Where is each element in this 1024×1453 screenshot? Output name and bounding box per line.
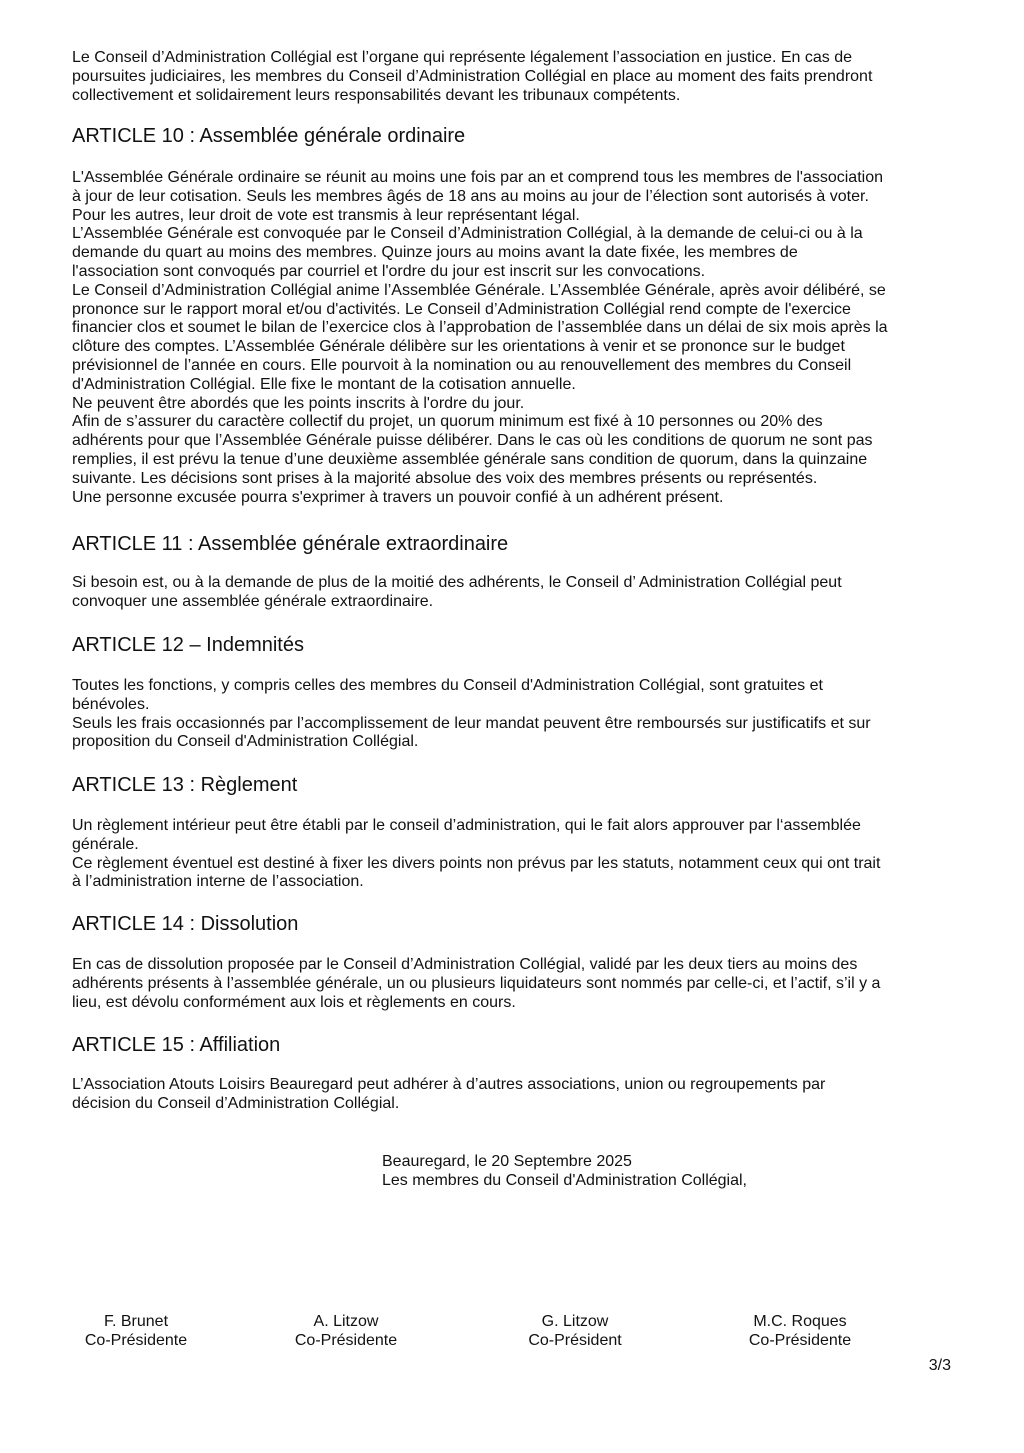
text-line: adhérents pour que l’Assemblée Générale puisse délibérer. Dans le cas où les conditions de quorum ne sont pas: [72, 432, 873, 450]
text-line: Ne peuvent être abordés que les points inscrits à l'ordre du jour.: [72, 394, 525, 412]
signatory-name: F. Brunet: [103, 1313, 169, 1330]
text-line: Seuls les frais occasionnés par l’accomplissement de leur mandat peuvent être remboursés sur justificatifs et sur: [72, 714, 871, 732]
signatory-1: [36, 1312, 236, 1350]
article-11-body: [72, 574, 842, 612]
text-line: décision du Conseil d’Administration Collégial.: [72, 1094, 400, 1112]
article-10-body: [72, 169, 888, 507]
text-line: demande du quart au moins des membres. Quinze jours au moins avant la date fixée, les membres de: [72, 244, 798, 262]
signatory-3: [475, 1312, 675, 1350]
text-line: prévisionnel de l’année en cours. Elle pourvoit à la nomination ou au renouvellement des membres du Conseil: [72, 356, 852, 374]
text-line: Beauregard, le 20 Septembre 2025: [382, 1153, 632, 1170]
text-line: prononce sur le rapport moral et/ou d'activités. Le Conseil d’Administration Collégial rend compte de l'exercice: [72, 300, 851, 318]
signatory-2: [246, 1312, 446, 1350]
intro-paragraph: [72, 49, 872, 105]
article-15-heading: ARTICLE 15 : Affiliation: [72, 1034, 281, 1056]
signatory-role: Co-Présidente: [294, 1332, 398, 1349]
article-13-heading: ARTICLE 13 : Règlement: [72, 774, 298, 796]
text-line: proposition du Conseil d'Administration Collégial.: [72, 733, 419, 751]
text-line: Afin de s’assurer du caractère collectif du projet, un quorum minimum est fixé à 10 personnes ou 20% des: [72, 413, 823, 431]
article-13-body: [72, 817, 880, 892]
text-line: Les membres du Conseil d'Administration Collégial,: [382, 1171, 747, 1189]
article-14-body: [72, 956, 880, 1012]
text-line: Ce règlement éventuel est destiné à fixer les divers points non prévus par les statuts, notamment ceux qui ont trait: [72, 854, 881, 872]
article-12-heading: ARTICLE 12 – Indemnités: [72, 634, 304, 656]
signatory-role: Co-Présidente: [748, 1332, 852, 1349]
text-line: suivante. Les décisions sont prises à la majorité absolue des voix des membres présents ou représentés.: [72, 469, 818, 487]
article-12-body: [72, 677, 871, 752]
text-line: d'Administration Collégial. Elle fixe le montant de la cotisation annuelle.: [72, 375, 576, 393]
text-line: Le Conseil d’Administration Collégial anime l’Assemblée Générale. L’Assemblée Générale, après avoir délibéré, se: [72, 281, 886, 299]
signatory-role: Co-Président: [528, 1332, 622, 1349]
closing-block: [382, 1153, 747, 1191]
text-line: L’Association Atouts Loisirs Beauregard peut adhérer à d’autres associations, union ou regroupements par: [72, 1076, 826, 1093]
text-line: bénévoles.: [72, 695, 150, 713]
text-line: Un règlement intérieur peut être établi par le conseil d’administration, qui le fait alors approuver par l‘assemblée: [72, 817, 861, 834]
page-number: 3/3: [928, 1357, 951, 1374]
text-line: adhérents présents à l’assemblée générale, un ou plusieurs liquidateurs sont nommés par celle-ci, et l’actif, s’il y a: [72, 974, 881, 992]
article-11-heading: ARTICLE 11 : Assemblée générale extraordinaire: [72, 533, 509, 555]
text-line: remplies, il est prévu la tenue d’une deuxième assemblée générale sans condition de quorum, dans la quinzaine: [72, 450, 868, 468]
text-line: Une personne excusée pourra s'exprimer à travers un pouvoir confié à un adhérent présent.: [72, 488, 724, 506]
text-line: générale.: [72, 835, 139, 853]
text-line: l'association sont convoqués par courriel et l'ordre du jour est inscrit sur les convocations.: [72, 262, 706, 280]
text-line: lieu, est dévolu conformément aux lois et règlements en cours.: [72, 993, 516, 1011]
text-line: poursuites judiciaires, les membres du Conseil d’Administration Collégial en place au moment des faits prendront: [72, 67, 873, 85]
text-line: clôture des comptes. L’Assemblée Générale délibère sur les orientations à venir et se prononce sur le budget: [72, 338, 845, 356]
signatory-role: Co-Présidente: [84, 1332, 188, 1349]
signatory-name: A. Litzow: [313, 1313, 379, 1330]
text-line: Le Conseil d’Administration Collégial est l’organe qui représente légalement l’association en justice. En cas de: [72, 49, 852, 66]
signatory-4: [700, 1312, 900, 1350]
text-line: En cas de dissolution proposée par le Conseil d’Administration Collégial, validé par les deux tiers au moins des: [72, 956, 858, 973]
text-line: collectivement et solidairement leurs responsabilités devant les tribunaux compétents.: [72, 86, 681, 104]
text-line: convoquer une assemblée générale extraordinaire.: [72, 592, 434, 610]
text-line: Si besoin est, ou à la demande de plus de la moitié des adhérents, le Conseil d’ Administration Collégial peut: [72, 574, 842, 591]
article-10-heading: ARTICLE 10 : Assemblée générale ordinaire: [72, 125, 466, 147]
text-line: financier clos et soumet le bilan de l’exercice clos à l’approbation de l’assemblée dans un délai de six mois après la: [72, 319, 888, 337]
signatory-name: M.C. Roques: [753, 1313, 847, 1330]
text-line: à jour de leur cotisation. Seuls les membres âgés de 18 ans au moins au jour de l’élection sont autorisés à voter.: [72, 187, 869, 205]
text-line: à l’administration interne de l’association.: [72, 873, 364, 891]
article-15-body: [72, 1076, 825, 1114]
text-line: Toutes les fonctions, y compris celles des membres du Conseil d'Administration Collégial, sont gratuites et: [72, 677, 823, 694]
signatory-name: G. Litzow: [541, 1313, 609, 1330]
text-line: L’Assemblée Générale est convoquée par le Conseil d’Administration Collégial, à la demande de celui-ci ou à la: [72, 225, 863, 243]
text-line: L'Assemblée Générale ordinaire se réunit au moins une fois par an et comprend tous les membres de l'association: [72, 169, 883, 186]
article-14-heading: ARTICLE 14 : Dissolution: [72, 913, 299, 935]
text-line: Pour les autres, leur droit de vote est transmis à leur représentant légal.: [72, 206, 580, 224]
